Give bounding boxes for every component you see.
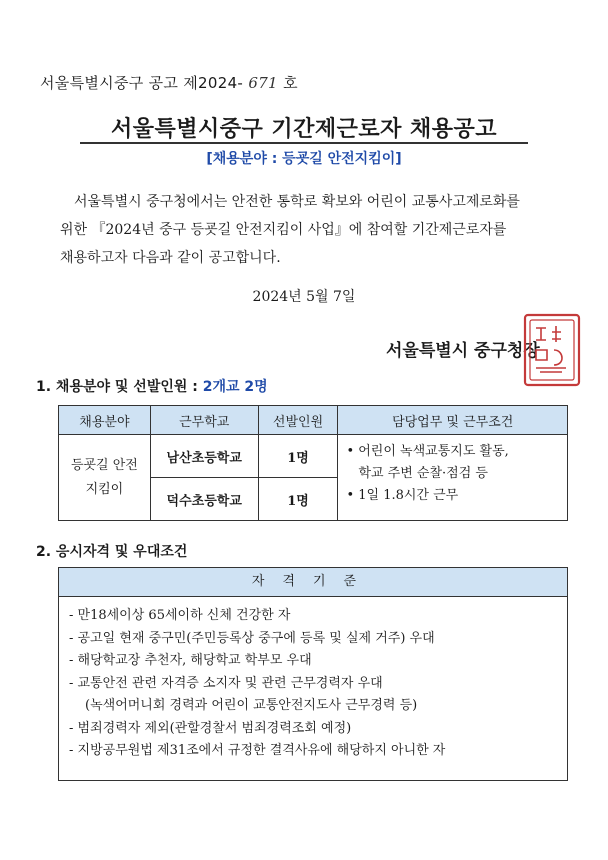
notice-date: 2024년 5월 7일 (252, 289, 356, 305)
duty-line: • 어린이 녹색교통지도 활동, (346, 444, 509, 459)
notice-number (40, 72, 298, 93)
section-1-heading (36, 376, 268, 396)
column-header: 채용분야 (59, 406, 151, 435)
count-cell: 1명 (258, 435, 338, 478)
list-item: - 지방공무원법 제31조에서 규정한 결격사유에 해당하지 아니한 자 (69, 743, 446, 758)
intro-line: 위한 『2024년 중구 등굣길 안전지킴이 사업』에 참여할 기간제근로자를 (60, 222, 507, 238)
count-cell: 1명 (258, 478, 338, 521)
notice-number-handwritten: 671 (248, 74, 278, 92)
qualification-header: 자격기준 (59, 568, 567, 597)
intro-line: 서울특별시 중구청에서는 안전한 통학로 확보와 어린이 교통사고제로화를 (74, 194, 520, 210)
intro-line: 채용하고자 다음과 같이 공고합니다. (60, 250, 281, 266)
school-cell: 남산초등학교 (150, 435, 258, 478)
qualification-box (58, 567, 568, 781)
notice-number-suffix: 호 (283, 74, 298, 92)
official-seal-icon (522, 312, 582, 388)
duty-line: • 1일 1.8시간 근무 (346, 488, 459, 503)
duty-line: 학교 주변 순찰·점검 등 (358, 466, 488, 481)
table-header-row (59, 406, 568, 435)
list-item: - 해당학교장 추천자, 해당학교 학부모 우대 (69, 653, 312, 668)
section-1-title: 1. 채용분야 및 선발인원 : (36, 379, 198, 395)
qualification-list (59, 597, 567, 763)
column-header: 담당업무 및 근무조건 (338, 406, 568, 435)
section-1-highlight: 2개교 2명 (202, 379, 268, 395)
duties-cell (338, 435, 568, 521)
school-cell: 덕수초등학교 (150, 478, 258, 521)
recruitment-table (58, 405, 568, 521)
column-header: 선발인원 (258, 406, 338, 435)
document-title: 서울특별시중구 기간제근로자 채용공고 (110, 117, 498, 142)
issuer-name: 서울특별시 중구청장 (386, 341, 540, 361)
intro-paragraph (60, 188, 560, 272)
document-subtitle: [채용분야 : 등굣길 안전지킴이] (206, 151, 402, 167)
table-row (59, 435, 568, 478)
list-item: - 만18세이상 65세이하 신체 건강한 자 (69, 608, 291, 623)
list-item: - 공고일 현재 중구민(주민등록상 중구에 등록 및 실제 거주) 우대 (69, 630, 435, 646)
field-cell: 등굣길 안전지킴이 (59, 435, 151, 521)
list-item: - 교통안전 관련 자격증 소지자 및 관련 근무경력자 우대 (69, 675, 383, 691)
list-item: (녹색어머니회 경력과 어린이 교통안전지도사 근무경력 등) (85, 698, 418, 713)
list-item: - 범죄경력자 제외(관할경찰서 범죄경력조회 예정) (69, 720, 352, 736)
title-divider (80, 142, 528, 144)
notice-number-prefix: 서울특별시중구 공고 제2024- (40, 74, 244, 92)
section-2-heading: 2. 응시자격 및 우대조건 (36, 544, 188, 560)
column-header: 근무학교 (150, 406, 258, 435)
